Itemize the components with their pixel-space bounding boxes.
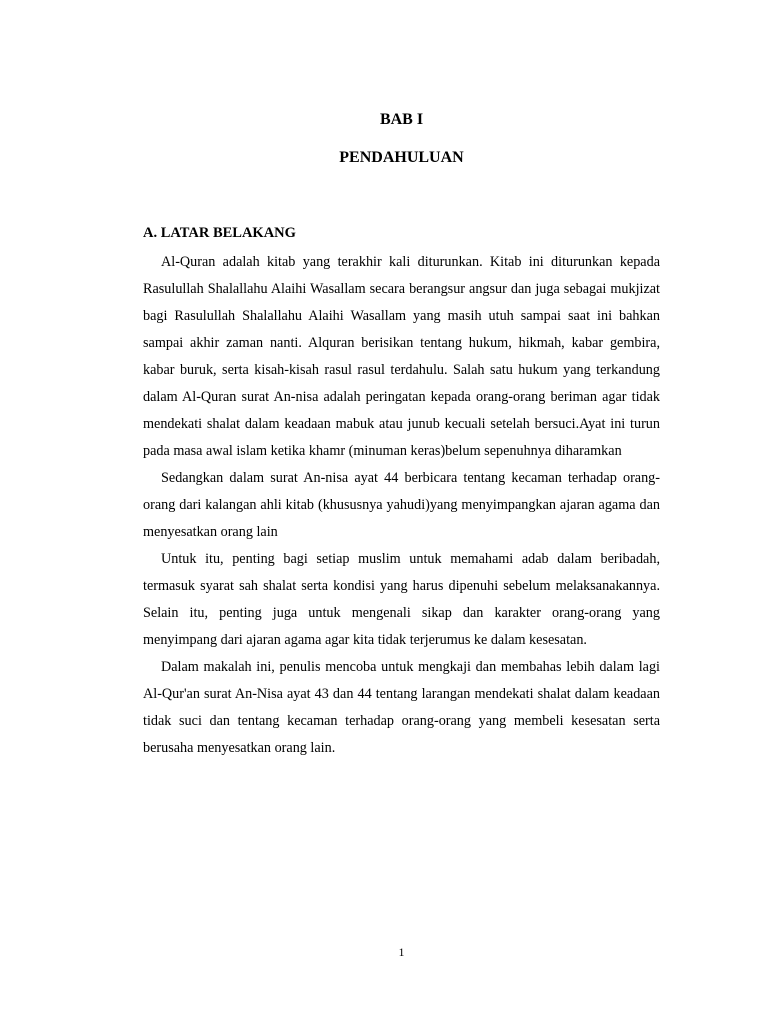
paragraph-3: Untuk itu, penting bagi setiap muslim untuk memahami adab dalam beribadah, termasuk syarat sah shalat serta kondisi yang harus dipenuhi sebelum melaksanakannya. Selain itu, penting juga untuk mengenali sikap dan karakter orang-orang yang menyimpang dari ajaran agama agar kita tidak terjerumus ke dalam kesesatan. <box>143 551 660 648</box>
paragraph-1: Al-Quran adalah kitab yang terakhir kali diturunkan. Kitab ini diturunkan kepada Rasulullah Shalallahu Alaihi Wasallam secara berangsur angsur dan juga sebagai mukjizat bagi Rasulullah Shalallahu Alaihi Wasallam yang masih utuh sampai saat ini bahkan sampai akhir zaman nanti. Alquran berisikan tentang hukum, hikmah, kabar gembira, kabar buruk, serta kisah-kisah rasul rasul terdahulu. Salah satu hukum yang terkandung dalam Al-Quran surat An-nisa adalah peringatan kepada orang-orang beriman agar tidak mendekati shalat dalam keadaan mabuk atau junub kecuali setelah bersuci.Ayat ini turun pada masa awal islam ketika khamr (minuman keras)belum sepenuhnya diharamkan <box>143 254 660 459</box>
page-number: 1 <box>398 945 405 959</box>
section-heading: A. LATAR BELAKANG <box>143 225 296 241</box>
paragraph-2: Sedangkan dalam surat An-nisa ayat 44 berbicara tentang kecaman terhadap orang-orang dari kalangan ahli kitab (khususnya yahudi)yang menyimpangkan ajaran agama dan menyesatkan orang lain <box>143 470 660 540</box>
chapter-title: PENDAHULUAN <box>339 149 464 166</box>
body-text <box>143 249 660 762</box>
paragraph-4: Dalam makalah ini, penulis mencoba untuk mengkaji dan membahas lebih dalam lagi Al-Qur'an surat An-Nisa ayat 43 dan 44 tentang larangan mendekati shalat dalam keadaan tidak suci dan tentang kecaman terhadap orang-orang yang membeli kesesatan serta berusaha menyesatkan orang lain. <box>143 659 660 756</box>
chapter-number: BAB I <box>379 111 424 128</box>
